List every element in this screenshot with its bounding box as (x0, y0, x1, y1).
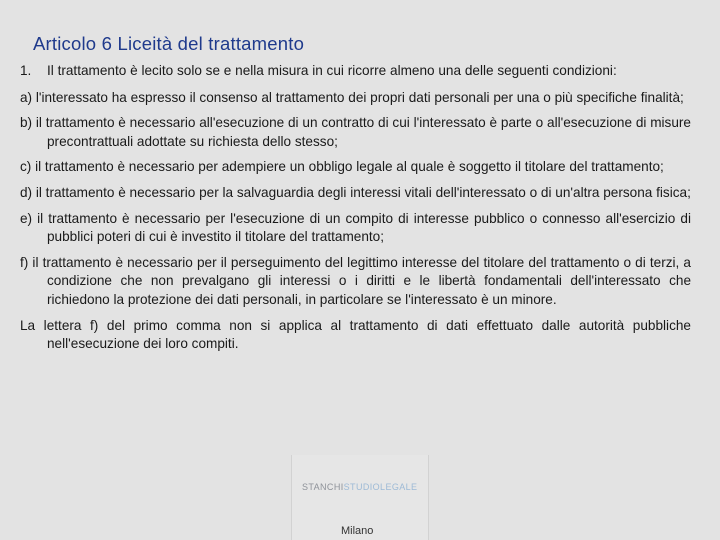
paragraph-note (20, 317, 691, 354)
logo-wordmark (302, 482, 417, 492)
paragraph-text: d) il trattamento è necessario per la salvaguardia degli interessi vitali dell'interessato o di un'altra persona fisica; (20, 184, 691, 200)
paragraph-a (20, 89, 691, 108)
paragraph-number: 1. (20, 63, 32, 78)
paragraph-c (20, 158, 691, 177)
paragraph-text: a) l'interessato ha espresso il consenso al trattamento dei propri dati personali per una o più specifiche finalità; (20, 89, 684, 105)
paragraph-text: Il trattamento è lecito solo se e nella misura in cui ricorre almeno una delle seguenti condizioni: (47, 63, 617, 78)
paragraph-text: e) il trattamento è necessario per l'esecuzione di un compito di interesse pubblico o connesso all'esercizio di pubblici poteri di cui è investito il titolare del trattamento; (20, 210, 691, 245)
page-title: Articolo 6 Liceità del trattamento (33, 33, 305, 54)
paragraph-text: f) il trattamento è necessario per il perseguimento del legittimo interesse del titolare del trattamento o di terzi, a condizione che non prevalgano gli interessi o i diritti e le libertà fondamentali dell'interessato che richiedono la protezione dei dati personali, in particolare se l'interessato è un minore. (20, 254, 691, 307)
paragraph-b (20, 114, 691, 151)
article-body (20, 62, 691, 361)
paragraph-d (20, 184, 691, 203)
paragraph-e (20, 210, 691, 247)
paragraph-text: b) il trattamento è necessario all'esecuzione di un contratto di cui l'interessato è parte o all'esecuzione di misure precontrattuali adottate su richiesta dello stesso; (20, 115, 691, 149)
logo-city: Milano (341, 525, 374, 537)
logo-wordmark-part1: STANCHI (302, 482, 344, 492)
paragraph-1 (20, 62, 691, 81)
paragraph-text: c) il trattamento è necessario per adempiere un obbligo legale al quale è soggetto il titolare del trattamento; (20, 159, 664, 175)
firm-logo (291, 455, 429, 540)
paragraph-f (20, 254, 691, 310)
paragraph-text: La lettera f) del primo comma non si applica al trattamento di dati effettuato dalle autorità pubbliche nell'esecuzione dei loro compiti. (20, 317, 691, 352)
logo-wordmark-part2: STUDIOLEGALE (343, 482, 418, 492)
